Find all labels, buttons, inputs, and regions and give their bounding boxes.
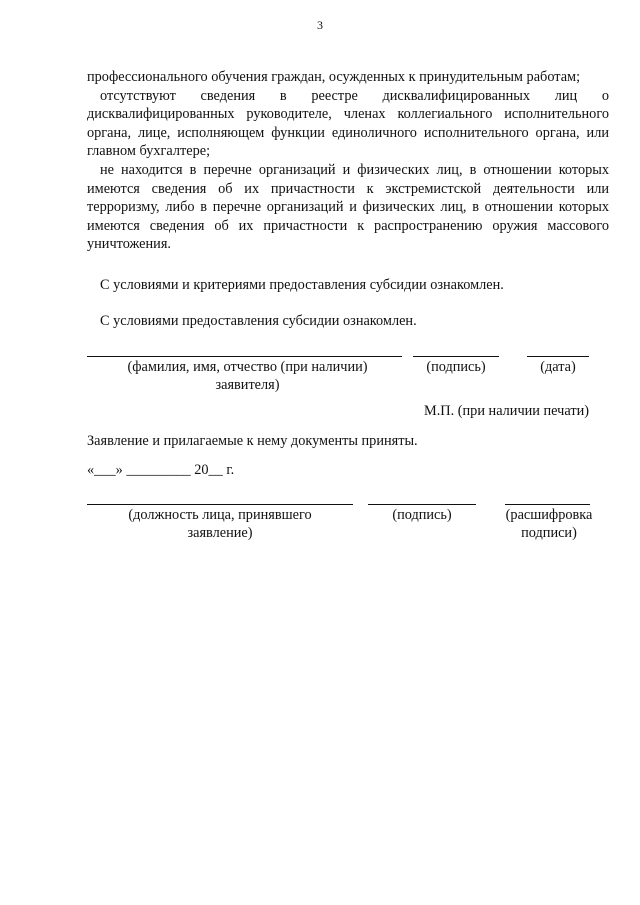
accepted-text: Заявление и прилагаемые к нему документы приняты. (87, 433, 418, 449)
signature-caption: (подпись) (426, 359, 486, 375)
decoding-line (505, 504, 590, 505)
applicant-signature-line (413, 356, 499, 357)
body-text (87, 68, 609, 254)
seal-note: М.П. (при наличии печати) (424, 403, 589, 419)
statement-conditions: С условиями предоставления субсидии ознакомлен. (100, 313, 417, 329)
receiver-signature-caption: (подпись) (392, 507, 452, 523)
paragraph: отсутствуют сведения в реестре дисквалифицированных лиц о дисквалифицированных руководителе, членах коллегиального исполнительного органа, лице, исполняющем функции единоличного исполнительного органа, или главном бухгалтере; (87, 87, 609, 160)
applicant-date-line (527, 356, 589, 357)
paragraph: профессионального обучения граждан, осужденных к принудительным работам; (87, 69, 581, 85)
decoding-caption: (расшифровка подписи) (505, 507, 593, 541)
receiver-signature-line (368, 504, 476, 505)
position-line (87, 504, 353, 505)
position-caption: (должность лица, принявшего заявление) (128, 507, 312, 541)
page-number: 3 (317, 18, 323, 32)
applicant-name-line (87, 356, 402, 357)
date-line: «___» _________ 20__ г. (87, 462, 235, 478)
name-caption: (фамилия, имя, отчество (при наличии) заявителя) (127, 359, 368, 393)
paragraph: не находится в перечне организаций и физических лиц, в отношении которых имеются сведения об их причастности к экстремистской деятельности или терроризму, либо в перечне организаций и физических лиц, в отношении которых имеются сведения об их причастности к распространению оружия массового уничтожения. (87, 161, 609, 253)
statement-criteria: С условиями и критериями предоставления субсидии ознакомлен. (100, 277, 504, 293)
date-caption: (дата) (540, 359, 576, 375)
